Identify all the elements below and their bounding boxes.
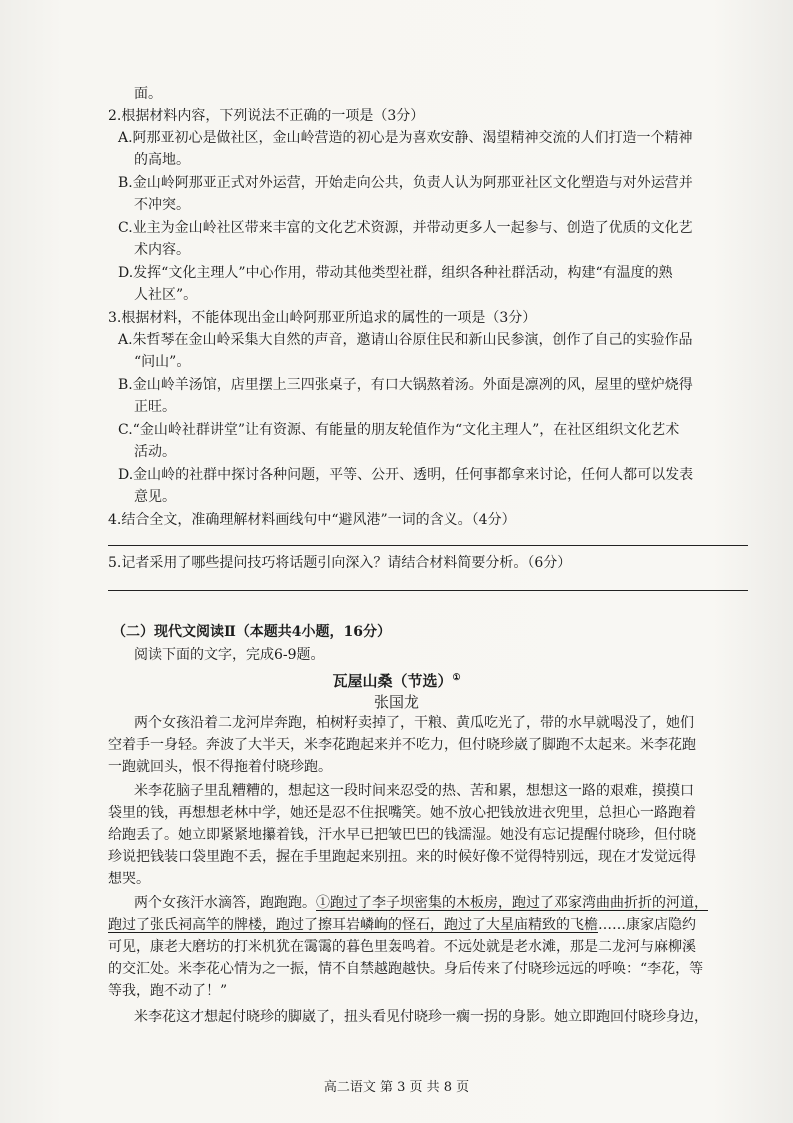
p1-line-1: 两个女孩沿着二龙河岸奔跑，柏树籽卖掉了，干粮、黄瓜吃光了，带的水早就喝没了，她们 bbox=[134, 715, 694, 731]
p3-rest: ……康家店隐约 bbox=[598, 917, 696, 933]
p3-underlined-1: ①跑过了李子坝密集的木板房，跑过了邓家湾曲曲折折的河道， bbox=[316, 895, 708, 911]
p3-line-4: 的交汇处。米李花心情为之一振，情不自禁越跑越快。身后传来了付晓珍远远的呼唤：“李花，等 bbox=[108, 961, 704, 977]
q3-option-c-l2: 活动。 bbox=[134, 444, 176, 460]
q4-stem: 4.结合全文，准确理解材料画线句中“避风港”一词的含义。（4分） bbox=[108, 512, 516, 528]
p2-line-4: 珍说把钱装口袋里跑不丢，握在手里跑起来别扭。来的时候好像不觉得特别远，现在才发觉远得 bbox=[108, 849, 696, 865]
q2-option-a-l1: A.阿那亚初心是做社区，金山岭营造的初心是为喜欢安静、渴望精神交流的人们打造一个精神 bbox=[118, 130, 693, 146]
p1-line-2: 空着手一身轻。奔波了大半天，米李花跑起来并不吃力，但付晓珍崴了脚跑不太起来。米李花跑 bbox=[108, 737, 696, 753]
q5-stem: 5.记者采用了哪些提问技巧将话题引向深入？请结合材料简要分析。（6分） bbox=[108, 555, 572, 571]
p3-line-3: 可见，康老大磨坊的打米机犹在霭霭的暮色里轰鸣着。不远处就是老水滩，那是二龙河与麻柳溪 bbox=[108, 939, 696, 955]
q3-option-d-l2: 意见。 bbox=[134, 489, 176, 505]
q2-option-b-l2: 不冲突。 bbox=[134, 197, 190, 213]
page-footer: 高二语文 第 3 页 共 8 页 bbox=[323, 1080, 470, 1095]
q2-option-d-l2: 人社区”。 bbox=[134, 287, 198, 303]
p1-line-3: 一跑就回头，恨不得拖着付晓珍跑。 bbox=[108, 759, 332, 775]
q3-option-b-l2: 正旺。 bbox=[134, 399, 176, 415]
section2-heading: （二）现代文阅读Ⅱ（本题共4小题，16分） bbox=[112, 624, 392, 640]
q2-option-d-l1: D.发挥“文化主理人”中心作用，带动其他类型社群，组织各种社群活动，构建“有温度的熟 bbox=[118, 265, 673, 281]
p3-line-5: 等我，跑不动了！” bbox=[108, 983, 228, 999]
passage-title: 瓦屋山桑（节选） bbox=[332, 672, 453, 690]
q2-stem: 2.根据材料内容，下列说法不正确的一项是（3分） bbox=[108, 108, 425, 124]
passage-author: 张国龙 bbox=[373, 693, 419, 711]
p3-line-1 bbox=[108, 892, 748, 914]
p3-line-2 bbox=[108, 914, 748, 936]
p2-line-5: 想哭。 bbox=[108, 871, 150, 887]
q2-option-c-l1: C.业主为金山岭社区带来丰富的文化艺术资源，并带动更多人一起参与、创造了优质的文化艺 bbox=[118, 220, 693, 236]
q3-option-a-l1: A.朱哲琴在金山岭采集大自然的声音，邀请山谷原住民和新山民参演，创作了自己的实验作品 bbox=[118, 332, 693, 348]
story-paragraph-4 bbox=[108, 1006, 748, 1028]
q2-option-b-l1: B.金山岭阿那亚正式对外运营，开始走向公共，负责人认为阿那亚社区文化塑造与对外运营并 bbox=[118, 175, 693, 191]
story-paragraph-1 bbox=[108, 712, 748, 778]
q2-option-c-l2: 术内容。 bbox=[134, 242, 190, 258]
q3-option-b-l1: B.金山岭羊汤馆，店里摆上三四张桌子，有口大锅熬着汤。外面是凛冽的风，屋里的壁炉烧得 bbox=[118, 377, 693, 393]
p4-line-1: 米李花这才想起付晓珍的脚崴了，扭头看见付晓珍一瘸一拐的身影。她立即跑回付晓珍身边， bbox=[134, 1009, 708, 1025]
q3-option-a-l2: “问山”。 bbox=[134, 354, 191, 370]
p2-line-2: 袋里的钱，再想想老林中学，她还是忍不住抿嘴笑。她不放心把钱放进衣兜里，总担心一路跑着 bbox=[108, 805, 696, 821]
q4-answer-line[interactable] bbox=[108, 545, 748, 546]
story-paragraph-2 bbox=[108, 780, 748, 890]
passage-title-row bbox=[0, 670, 793, 691]
p2-line-3: 给跑丢了。她立即紧紧地攥着钱，汗水早已把皱巴巴的钱濡湿。她没有忘记提醒付晓珍，但付晓 bbox=[108, 827, 696, 843]
story-paragraph-3 bbox=[108, 892, 748, 1002]
q3-option-c-l1: C.“金山岭社群讲堂”让有资源、有能量的朋友轮值作为“文化主理人”，在社区组织文化艺术 bbox=[118, 422, 680, 438]
q5-answer-line[interactable] bbox=[108, 590, 748, 591]
footnote-mark: ① bbox=[452, 673, 461, 683]
p3-underlined-2: 跑过了张氏祠高竿的牌楼，跑过了擦耳岩嶙峋的怪石，跑过了大星庙精致的飞檐 bbox=[108, 917, 598, 933]
q3-stem: 3.根据材料，不能体现出金山岭阿那亚所追求的属性的一项是（3分） bbox=[108, 310, 537, 326]
p2-line-1: 米李花脑子里乱糟糟的，想起这一段时间来忍受的热、苦和累，想想这一路的艰难，摸摸口 bbox=[134, 783, 694, 799]
section2-instruction: 阅读下面的文字，完成6-9题。 bbox=[134, 647, 325, 663]
q3-option-d-l1: D.金山岭的社群中探讨各种问题，平等、公开、透明，任何事都拿来讨论，任何人都可以发表 bbox=[118, 467, 694, 483]
q2-option-a-l2: 的高地。 bbox=[134, 152, 190, 168]
p3-start: 两个女孩汗水滴答，跑跑跑。 bbox=[134, 895, 316, 911]
top-line: 面。 bbox=[134, 86, 162, 102]
